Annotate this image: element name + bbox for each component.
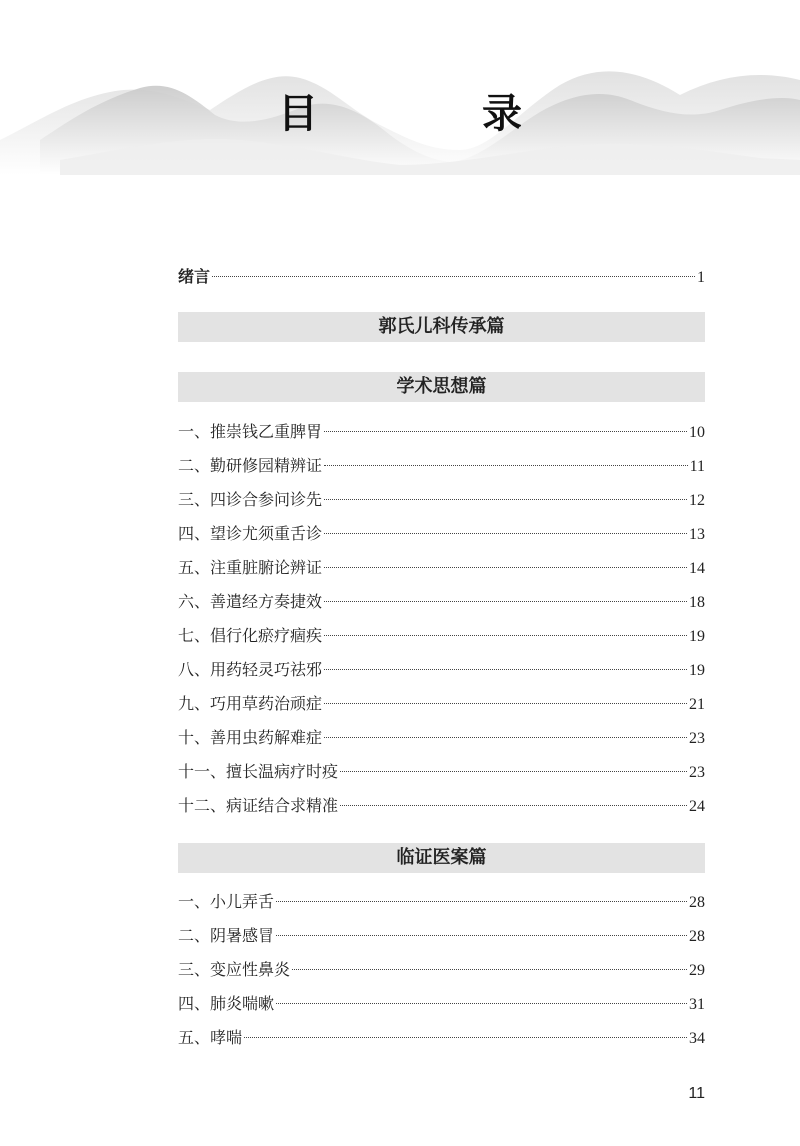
toc-entry-page: 24 [689,798,705,815]
toc-entry-page: 14 [689,560,705,577]
toc-entry[interactable] [178,890,705,914]
toc-entry-label: 五、哮喘 [178,1028,243,1047]
page-number: 11 [688,1085,705,1102]
toc-entry[interactable] [178,454,705,478]
toc-entry-label: 十二、病证结合求精准 [178,796,339,815]
toc-entry[interactable] [178,556,705,580]
toc-entry[interactable] [178,760,705,784]
toc-entry-label: 十一、擅长温病疗时疫 [178,762,339,781]
leader-dots [324,669,687,670]
toc-entry[interactable] [178,924,705,948]
toc-entry-label: 六、善遣经方奏捷效 [178,592,323,611]
toc-entry[interactable] [178,992,705,1016]
toc-entry-page: 19 [689,628,705,645]
leader-dots [324,567,687,568]
toc-entry-page: 23 [689,730,705,747]
leader-dots [324,601,687,602]
toc-entry-label: 三、四诊合参问诊先 [178,490,323,509]
toc-entry[interactable] [178,522,705,546]
leader-dots [324,635,687,636]
section-heading: 郭氏儿科传承篇 [178,312,705,342]
toc-entry-page: 23 [689,764,705,781]
leader-dots [324,499,687,500]
toc-entry-page: 12 [689,492,705,509]
toc-entry-label: 二、阴暑感冒 [178,926,275,945]
toc-entry[interactable] [178,692,705,716]
leader-dots [212,276,695,277]
leader-dots [276,935,687,936]
toc-entry-label: 一、推崇钱乙重脾胃 [178,422,323,441]
toc-entry[interactable] [178,958,705,982]
leader-dots [324,533,687,534]
section-heading: 学术思想篇 [178,372,705,402]
toc-entry[interactable] [178,1026,705,1050]
leader-dots [276,1003,687,1004]
toc-entry-label: 三、变应性鼻炎 [178,960,291,979]
toc-entry[interactable] [178,624,705,648]
toc-entry-page: 29 [689,962,705,979]
leader-dots [244,1037,687,1038]
toc-entry[interactable] [178,590,705,614]
leader-dots [324,737,687,738]
toc-entry[interactable] [178,420,705,444]
leader-dots [324,431,687,432]
page-title: 目 录 [278,90,584,137]
toc-entry-label: 五、注重脏腑论辨证 [178,558,323,577]
leader-dots [292,969,687,970]
toc-entry-label: 十、善用虫药解难症 [178,728,323,747]
toc-entry-page: 10 [689,424,705,441]
toc-entry-page: 34 [689,1030,705,1047]
section-heading: 临证医案篇 [178,843,705,873]
toc-entry-label: 绪言 [178,267,211,286]
toc-entry-page: 13 [689,526,705,543]
toc-entry-label: 四、肺炎喘嗽 [178,994,275,1013]
toc-entry-page: 1 [697,269,705,286]
toc-entry[interactable] [178,726,705,750]
toc-entry-page: 21 [689,696,705,713]
toc-entry-page: 19 [689,662,705,679]
toc-entry-label: 九、巧用草药治顽症 [178,694,323,713]
leader-dots [276,901,687,902]
toc-entry-page: 31 [689,996,705,1013]
toc-entry-label: 七、倡行化瘀疗痼疾 [178,626,323,645]
toc-entry-intro[interactable] [178,265,705,289]
toc-entry-page: 28 [689,928,705,945]
toc-entry-label: 八、用药轻灵巧祛邪 [178,660,323,679]
toc-entry[interactable] [178,658,705,682]
leader-dots [324,465,688,466]
toc-entry-page: 18 [689,594,705,611]
leader-dots [340,771,687,772]
leader-dots [340,805,687,806]
toc-entry[interactable] [178,488,705,512]
leader-dots [324,703,687,704]
toc-entry-label: 四、望诊尤须重舌诊 [178,524,323,543]
toc-entry-label: 一、小儿弄舌 [178,892,275,911]
toc-entry-page: 11 [689,458,705,475]
toc-entry-label: 二、勤研修园精辨证 [178,456,323,475]
toc-entry-page: 28 [689,894,705,911]
toc-entry[interactable] [178,794,705,818]
